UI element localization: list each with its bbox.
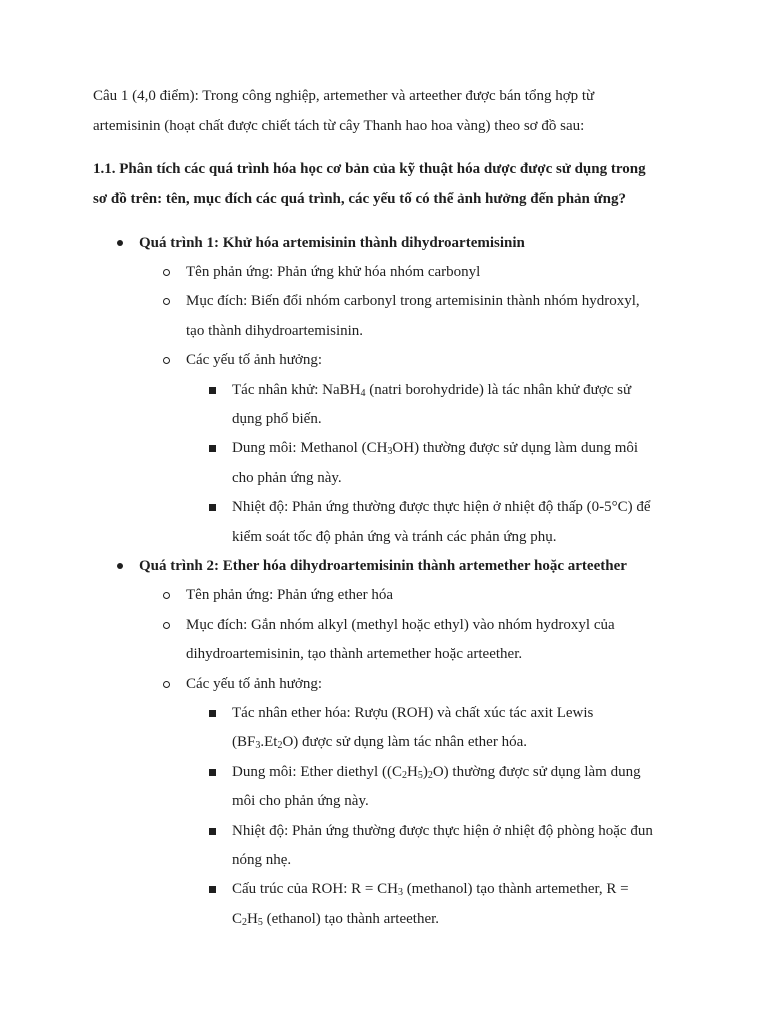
process2-temp-line-2: nóng nhẹ.: [232, 852, 292, 868]
intro-line-1: Câu 1 (4,0 điểm): Trong công nghiệp, artemether và arteether được bán tổng hợp từ: [93, 88, 595, 104]
bullet-circle: [163, 269, 170, 276]
process1-solvent-line-1: Dung môi: Methanol $(CH_3OH)$ thường được sử dụng làm dung môi: [232, 440, 639, 457]
process2-factors-label: Các yếu tố ảnh hưởng:: [186, 676, 323, 692]
process2-reagent-line-1: Tác nhân ether hóa: Rượu (ROH) và chất xúc tác axit Lewis: [232, 705, 594, 721]
bullet-circle: [163, 681, 170, 688]
process1-purpose-line-2: tạo thành dihydroartemisinin.: [186, 323, 364, 339]
bullet-square: [209, 769, 216, 776]
bullet-square: [209, 828, 216, 835]
bullet-circle: [163, 592, 170, 599]
process1-reagent-line-2: dụng phổ biến.: [232, 411, 322, 427]
process2-name: Tên phản ứng: Phản ứng ether hóa: [186, 587, 394, 603]
bullet-square: [209, 886, 216, 893]
process2-temp-line-1: Nhiệt độ: Phản ứng thường được thực hiện ở nhiệt độ phòng hoặc đun: [232, 823, 653, 839]
process2-reagent-line-2: $(BF_3.Et_2O)$ được sử dụng làm tác nhân ether hóa.: [232, 734, 527, 751]
process1-factors-label: Các yếu tố ảnh hưởng:: [186, 352, 323, 368]
intro-line-2: artemisinin (hoạt chất được chiết tách từ cây Thanh hao hoa vàng) theo sơ đồ sau:: [93, 118, 585, 134]
process1-purpose-line-1: Mục đích: Biến đổi nhóm carbonyl trong artemisinin thành nhóm hydroxyl,: [186, 293, 640, 309]
question-line-2: sơ đồ trên: tên, mục đích các quá trình, các yếu tố có thể ảnh hưởng đến phản ứng?: [93, 191, 626, 207]
process1-temp-line-1: Nhiệt độ: Phản ứng thường được thực hiện ở nhiệt độ thấp (0-5°C) để: [232, 499, 651, 515]
process2-solvent-line-1: Dung môi: Ether diethyl $((C_2H_5)_2O)$ thường được sử dụng làm dung: [232, 764, 641, 781]
process1-temp-line-2: kiểm soát tốc độ phản ứng và tránh các phản ứng phụ.: [232, 529, 557, 545]
process1-solvent-line-2: cho phản ứng này.: [232, 470, 342, 486]
bullet-circle: [163, 298, 170, 305]
bullet-square: [209, 504, 216, 511]
bullet-circle: [163, 622, 170, 629]
bullet-square: [209, 445, 216, 452]
bullet-disc: [117, 563, 123, 569]
bullet-circle: [163, 357, 170, 364]
process2-purpose-line-2: dihydroartemisinin, tạo thành artemether hoặc arteether.: [186, 646, 523, 662]
process2-roh-line-1: Cấu trúc của ROH: $R = CH_3$ (methanol) tạo thành artemether, R =: [232, 881, 629, 898]
process1-name: Tên phản ứng: Phản ứng khử hóa nhóm carbonyl: [186, 264, 481, 280]
process2-title: Quá trình 2: Ether hóa dihydroartemisinin thành artemether hoặc arteether: [139, 558, 627, 574]
process1-reagent-line-1: Tác nhân khử: NaBH$_4$ (natri borohydride) là tác nhân khử được sử: [232, 382, 632, 399]
process1-title: Quá trình 1: Khử hóa artemisinin thành dihydroartemisinin: [139, 235, 525, 251]
process2-roh-line-2: $C_2H_5$ (ethanol) tạo thành arteether.: [232, 911, 440, 928]
process2-solvent-line-2: môi cho phản ứng này.: [232, 793, 369, 809]
bullet-square: [209, 387, 216, 394]
bullet-square: [209, 710, 216, 717]
bullet-disc: [117, 240, 123, 246]
process2-purpose-line-1: Mục đích: Gắn nhóm alkyl (methyl hoặc ethyl) vào nhóm hydroxyl của: [186, 617, 615, 633]
question-line-1: 1.1. Phân tích các quá trình hóa học cơ bản của kỹ thuật hóa dược được sử dụng trong: [93, 161, 646, 177]
